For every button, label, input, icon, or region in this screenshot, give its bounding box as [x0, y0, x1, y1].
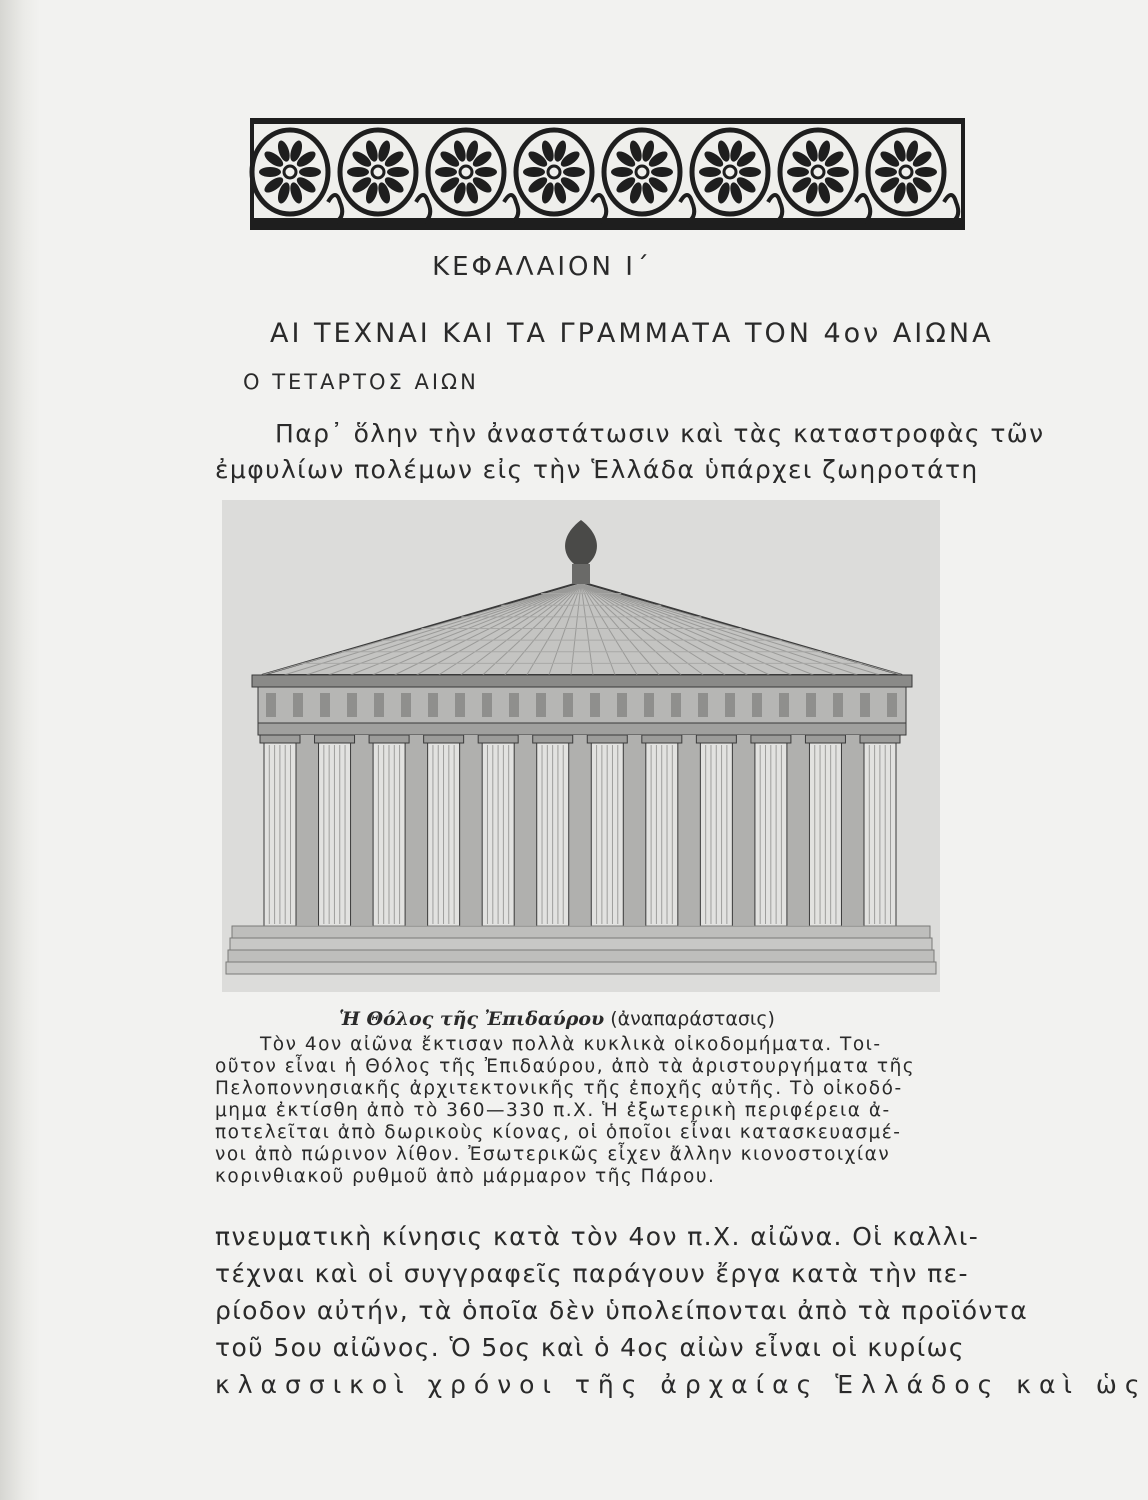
section-heading: Ο ΤΕΤΑΡΤΟΣ ΑΙΩΝ	[243, 370, 479, 394]
figure-note	[215, 1034, 965, 1188]
text-line: τέχναι καὶ οἱ συγγραφεῖς παράγουν ἔργα κατὰ τὴν πε-	[215, 1259, 969, 1288]
chapter-title: ΑΙ ΤΕΧΝΑΙ ΚΑΙ ΤΑ ΓΡΑΜΜΑΤΑ ΤΟΝ 4ον ΑΙΩΝΑ	[270, 318, 994, 349]
text-line: πνευματικὴ κίνησις κατὰ τὸν 4ον π.Χ. αἰῶνα. Οἱ καλλι-	[215, 1222, 980, 1251]
note-line: κορινθιακοῦ ρυθμοῦ ἀπὸ μάρμαρον τῆς Πάρου.	[215, 1166, 716, 1187]
note-line: Τὸν 4ον αἰῶνα ἔκτισαν πολλὰ κυκλικὰ οἰκοδομήματα. Τοι-	[260, 1034, 882, 1055]
tholos-reconstruction-image	[222, 500, 940, 992]
figure-caption	[0, 1008, 1004, 1030]
caption-title: Ἡ Θόλος τῆς Ἐπιδαύρου	[339, 1008, 605, 1030]
note-line: Πελοποννησιακῆς ἀρχιτεκτονικῆς τῆς ἐποχῆς αὐτῆς. Τὸ οἰκοδό-	[215, 1078, 903, 1099]
palmette-frieze-icon	[250, 118, 965, 230]
ornamental-border	[250, 118, 965, 230]
body-paragraph	[215, 1218, 1148, 1403]
text-line: ἐμφυλίων πολέμων εἰς τὴν Ἑλλάδα ὑπάρχει ζωηροτάτη	[215, 455, 979, 484]
note-line: μημα ἐκτίσθη ἀπὸ τὸ 360—330 π.Χ. Ἡ ἐξωτερικὴ περιφέρεια ἀ-	[215, 1100, 891, 1121]
temple-illustration	[222, 500, 940, 992]
text-line: ρίοδον αὐτήν, τὰ ὁποῖα δὲν ὑπολείπονται ἀπὸ τὰ προϊόντα	[215, 1296, 1029, 1325]
text-line: κλασσικοὶ χρόνοι τῆς ἀρχαίας Ἑλλάδος καὶ ὡς	[215, 1370, 1148, 1399]
text-line: Παρ᾽ ὅλην τὴν ἀναστάτωσιν καὶ τὰς καταστροφὰς τῶν	[275, 419, 1045, 448]
note-line: νοι ἀπὸ πώρινον λίθον. Ἐσωτερικῶς εἶχεν ἄλλην κιονοστοιχίαν	[215, 1144, 891, 1165]
page-edge-shadow	[0, 0, 40, 1500]
intro-paragraph	[215, 416, 1045, 488]
note-line: οῦτον εἶναι ἡ Θόλος τῆς Ἐπιδαύρου, ἀπὸ τὰ ἀριστουργήματα τῆς	[215, 1056, 916, 1077]
note-line: ποτελεῖται ἀπὸ δωρικοὺς κίονας, οἱ ὁποῖοι εἶναι κατασκευασμέ-	[215, 1122, 902, 1143]
text-line: τοῦ 5ου αἰῶνος. Ὁ 5ος καὶ ὁ 4ος αἰὼν εἶναι οἱ κυρίως	[215, 1333, 965, 1362]
chapter-label: ΚΕΦΑΛΑΙΟΝ Ι΄	[432, 252, 652, 282]
caption-note: (ἀναπαράστασις)	[610, 1008, 775, 1030]
